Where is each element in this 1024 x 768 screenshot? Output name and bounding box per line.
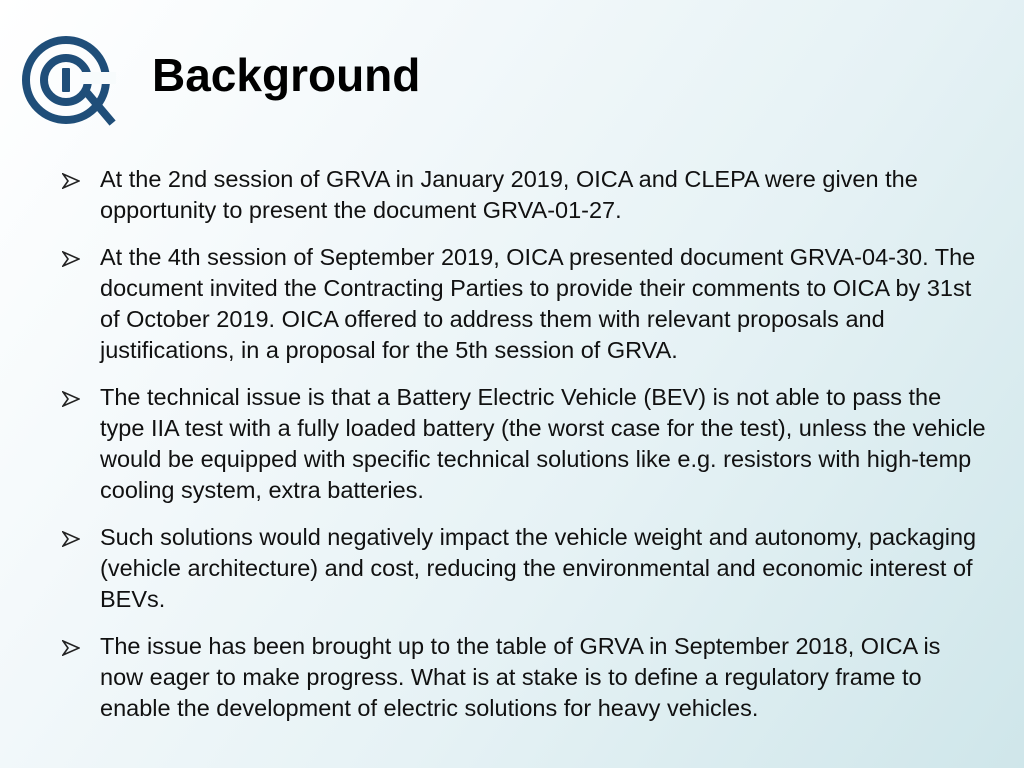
bullet-item [60,382,990,506]
bullet-item [60,522,990,615]
bullet-text: Such solutions would negatively impact the vehicle weight and autonomy, packaging (vehicle architecture) and cost, reducing the environmental and economic interest of BEVs. [100,524,977,612]
slide-title: Background [152,49,421,101]
bullet-text: The issue has been brought up to the table of GRVA in September 2018, OICA is now eager to make progress. What is at stake is to define a regulatory frame to enable the development of electric solutions for heavy vehicles. [100,633,941,721]
bullet-text: At the 2nd session of GRVA in January 2019, OICA and CLEPA were given the opportunity to present the document GRVA-01-27. [100,166,918,223]
arrow-bullet-icon [62,531,80,547]
bullet-text: The technical issue is that a Battery Electric Vehicle (BEV) is not able to pass the type IIA test with a fully loaded battery (the worst case for the test), unless the vehicle would be equipped with specific technical solutions like e.g. resistors with high-temp cooling system, extra batteries. [100,384,986,503]
bullet-item [60,164,990,226]
bullet-item [60,242,990,366]
bullet-item [60,631,990,724]
oica-logo-icon [18,32,118,128]
arrow-bullet-icon [62,173,80,189]
bullet-list [60,164,990,740]
arrow-bullet-icon [62,251,80,267]
arrow-bullet-icon [62,640,80,656]
arrow-bullet-icon [62,391,80,407]
bullet-text: At the 4th session of September 2019, OICA presented document GRVA-04-30. The document invited the Contracting Parties to provide their comments to OICA by 31st of October 2019. OICA offered to address them with relevant proposals and justifications, in a proposal for the 5th session of GRVA. [100,244,976,363]
